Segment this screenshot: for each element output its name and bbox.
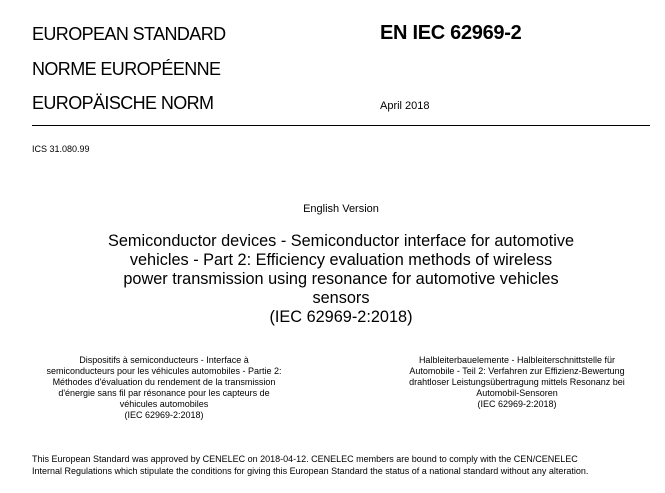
- title-french-line: semiconducteurs pour les véhicules automobiles - Partie 2:: [46, 366, 282, 376]
- approval-line: This European Standard was approved by CENELEC on 2018-04-12. CENELEC members are bound to comply with the CEN/CENELEC: [32, 454, 578, 464]
- approval-statement: [32, 453, 588, 477]
- title-french-line: Méthodes d'évaluation du rendement de la transmission: [52, 377, 276, 387]
- title-french: [22, 355, 306, 421]
- approval-line: Internal Regulations which stipulate the conditions for giving this European Standard the status of a national standard without any alteration.: [32, 466, 589, 476]
- title-french-line: véhicules automobiles: [119, 399, 209, 409]
- title-german-line: Automobile - Teil 2: Verfahren zur Effizienz-Bewertung: [409, 366, 625, 376]
- standard-name-german: EUROPÄISCHE NORM: [32, 93, 214, 113]
- document-title: [30, 232, 652, 327]
- title-line: (IEC 62969-2:2018): [269, 308, 413, 326]
- title-german-line: Automobil-Sensoren: [476, 388, 558, 398]
- ics-code: ICS 31.080.99: [32, 144, 90, 154]
- publication-date: April 2018: [380, 100, 430, 112]
- title-line: power transmission using resonance for automotive vehicles: [123, 270, 559, 288]
- standard-name-french: NORME EUROPÉENNE: [32, 59, 221, 79]
- header-divider: [32, 125, 650, 126]
- title-french-line: (IEC 62969-2:2018): [124, 410, 204, 420]
- language-version: English Version: [303, 203, 379, 215]
- title-french-line: d'énergie sans fil par résonance pour les capteurs de: [58, 388, 270, 398]
- standard-number: EN IEC 62969-2: [380, 22, 522, 44]
- title-line: Semiconductor devices - Semiconductor interface for automotive: [107, 232, 575, 250]
- title-german-line: (IEC 62969-2:2018): [477, 399, 557, 409]
- standard-name-english: EUROPEAN STANDARD: [32, 24, 226, 44]
- title-german-line: Halbleiterbauelemente - Halbleiterschnittstelle für: [418, 355, 616, 365]
- title-german: [382, 355, 652, 410]
- title-french-line: Dispositifs à semiconducteurs - Interface à: [79, 355, 249, 365]
- title-line: vehicles - Part 2: Efficiency evaluation methods of wireless: [129, 251, 553, 269]
- title-line: sensors: [312, 289, 370, 307]
- title-german-line: drahtloser Leistungsübertragung mittels Resonanz bei: [409, 377, 625, 387]
